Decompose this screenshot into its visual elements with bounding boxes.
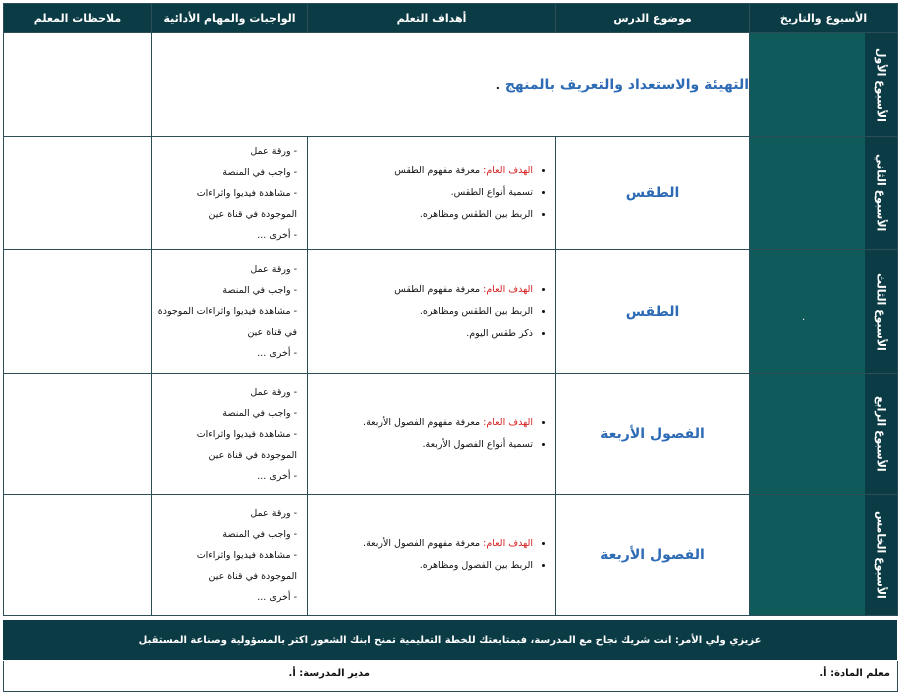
topic-cell-5: الفصول الأربعة: [556, 495, 750, 616]
notes-cell-5[interactable]: [4, 495, 152, 616]
notes-cell-2[interactable]: [4, 137, 152, 250]
task-item: - واجب في المنصة: [156, 524, 297, 545]
week-label-3: الأسبوع الثالث: [874, 272, 888, 351]
goal-item: • تسمية أنواع الطقس.: [312, 182, 533, 204]
header-notes: ملاحظات المعلم: [4, 4, 152, 33]
goals-cell-4: [308, 374, 556, 495]
week-cell-3: . الأسبوع الثالث: [750, 250, 898, 374]
goal-item: • الربط بين الطقس ومظاهره.: [312, 301, 533, 323]
goal-item: • ذكر طقس اليوم.: [312, 323, 533, 345]
tasks-cell-5: [152, 495, 308, 616]
week-label-4: الأسبوع الرابع: [874, 396, 888, 472]
header-topic: موضوع الدرس: [556, 4, 750, 33]
task-item: - مشاهدة فيديوا واثراءات: [156, 545, 297, 566]
teacher-signature: معلم المادة: أ.: [819, 668, 890, 679]
week-label-2: الأسبوع الثاني: [874, 154, 888, 232]
week-row-2: [4, 137, 898, 250]
task-item: - ورقة عمل: [156, 503, 297, 524]
goal-item: • تسمية أنواع الفصول الأربعة.: [312, 434, 533, 456]
intro-cell: التهيئة والاستعداد والتعريف بالمنهج .: [152, 33, 750, 137]
tasks-cell-4: [152, 374, 308, 495]
lesson-plan-table: [3, 3, 898, 616]
task-item: - أخرى ...: [156, 343, 297, 364]
week-cell-5: [750, 495, 898, 616]
tasks-cell-2: [152, 137, 308, 250]
week-cell-4: [750, 374, 898, 495]
task-item: - أخرى ...: [156, 225, 297, 246]
goals-cell-3: [308, 250, 556, 374]
notes-cell-1[interactable]: [4, 33, 152, 137]
notes-cell-3[interactable]: [4, 250, 152, 374]
header-goals: أهداف التعلم: [308, 4, 556, 33]
task-item: في قناة عين: [247, 327, 297, 338]
intro-text: التهيئة والاستعداد والتعريف بالمنهج: [504, 76, 749, 93]
task-item: - واجب في المنصة: [156, 280, 297, 301]
goal-item: • الهدف العام: معرفة مفهوم الفصول الأربعة.: [312, 412, 533, 434]
task-item: - أخرى ...: [156, 466, 297, 487]
parent-message: عزيزي ولي الأمر: انت شريك نجاح مع المدرسة، فبمتابعتك للخطة التعليمية تمنح ابنك الشعور اكثر بالمسؤولية وصناعة المستقبل: [138, 634, 762, 646]
task-item: - مشاهدة فيديوا واثراءات: [156, 183, 297, 204]
goal-item: • الربط بين الطقس ومظاهره.: [312, 204, 533, 226]
task-item: الموجودة في قناة عين: [208, 208, 297, 220]
task-item: - واجب في المنصة: [156, 162, 297, 183]
goals-cell-5: [308, 495, 556, 616]
notes-cell-4[interactable]: [4, 374, 152, 495]
week-label-5: الأسبوع الخامس: [874, 511, 888, 599]
goal-item: • الهدف العام: معرفة مفهوم الفصول الأربعة.: [312, 533, 533, 555]
task-item: - ورقة عمل: [156, 259, 297, 280]
week-row-4: [4, 374, 898, 495]
task-item: - ورقة عمل: [156, 141, 297, 162]
intro-row: [4, 33, 898, 137]
task-item: - ورقة عمل: [156, 382, 297, 403]
header-tasks: الواجبات والمهام الأدائية: [152, 4, 308, 33]
goal-item: • الهدف العام: معرفة مفهوم الطقس: [312, 160, 533, 182]
tasks-cell-3: [152, 250, 308, 374]
goal-item: • الهدف العام: معرفة مفهوم الطقس: [312, 279, 533, 301]
topic-cell-3: الطقس: [556, 250, 750, 374]
task-item: الموجودة في قناة عين: [208, 570, 297, 582]
week-label-1: الأسبوع الأول: [874, 47, 888, 122]
task-item: الموجودة في قناة عين: [208, 449, 297, 461]
week-row-3: [4, 250, 898, 374]
task-item: - مشاهدة فيديوا واثراءات: [156, 424, 297, 445]
principal-signature: مدير المدرسة: أ.: [288, 668, 370, 679]
topic-cell-2: الطقس: [556, 137, 750, 250]
week-cell-2: [750, 137, 898, 250]
week-row-5: [4, 495, 898, 616]
task-item: - مشاهدة فيديوا واثراءات الموجودة: [156, 301, 297, 322]
header-week: الأسبوع والتاريخ: [750, 4, 898, 33]
topic-cell-4: الفصول الأربعة: [556, 374, 750, 495]
signature-box: [3, 661, 898, 692]
goals-cell-2: [308, 137, 556, 250]
task-item: - واجب في المنصة: [156, 403, 297, 424]
header-row: [4, 4, 898, 33]
week-cell-1: [750, 33, 898, 137]
parent-message-bar: [3, 620, 897, 660]
task-item: - أخرى ...: [156, 587, 297, 608]
goal-item: • الربط بين الفصول ومظاهره.: [312, 555, 533, 577]
